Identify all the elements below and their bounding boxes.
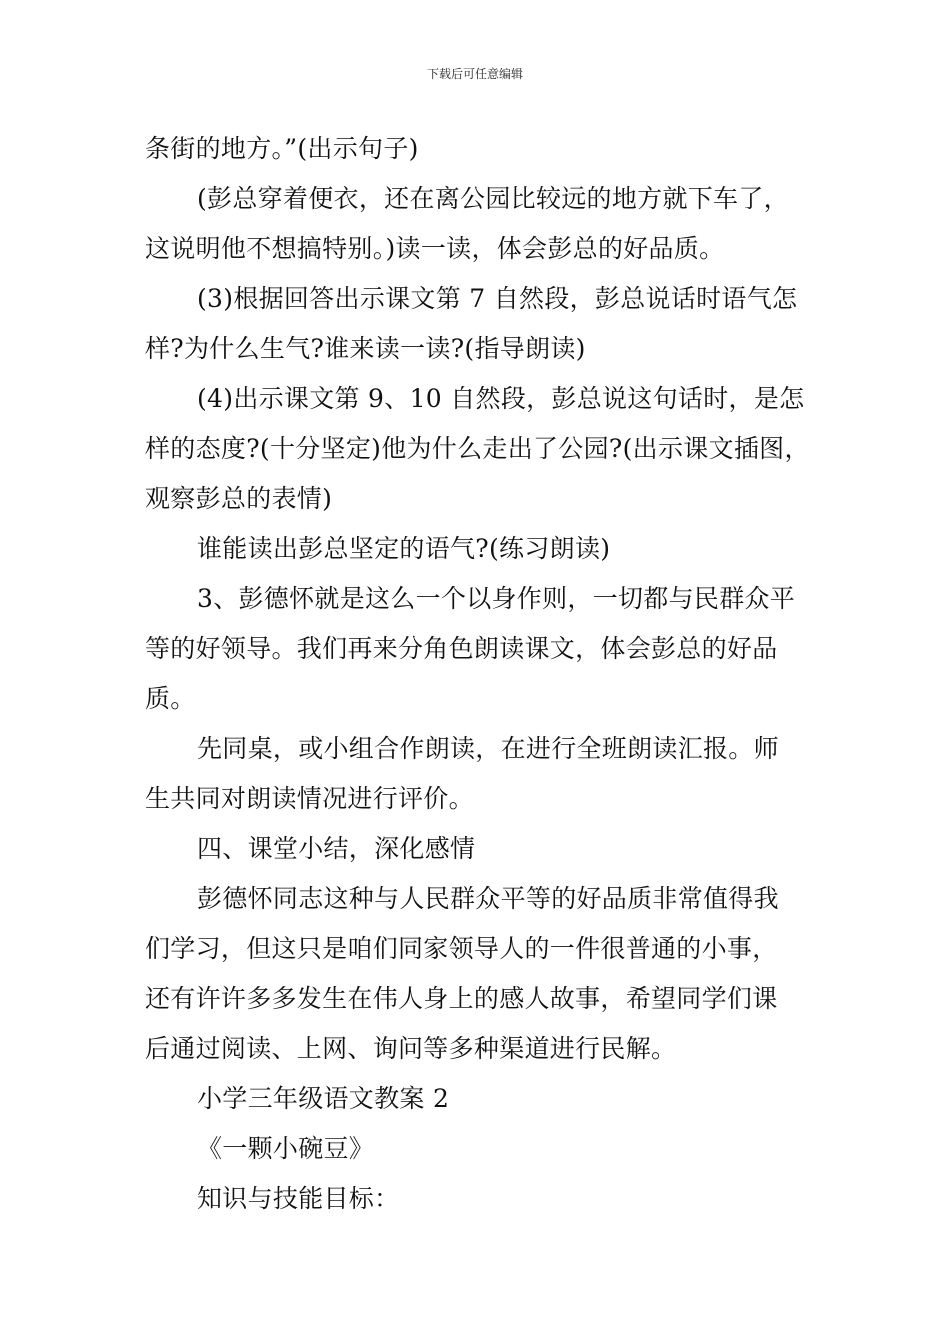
- text-line: 观察彭总的表情): [145, 484, 333, 513]
- page-header-note: 下载后可任意编辑: [426, 67, 523, 81]
- text-line: 小学三年级语文教案 2: [197, 1084, 450, 1113]
- text-line: 《一颗小碗豆》: [197, 1134, 375, 1163]
- text-line: 彭德怀同志这种与人民群众平等的好品质非常值得我: [197, 884, 779, 913]
- text-line: (4)出示课文第 9、10 自然段，彭总说这句话时，是怎: [197, 384, 805, 413]
- text-line: 谁能读出彭总坚定的语气?(练习朗读): [197, 534, 611, 563]
- text-line: 样?为什么生气?谁来读一读?(指导朗读): [145, 334, 586, 363]
- text-line: 四、课堂小结，深化感情: [197, 834, 476, 863]
- text-line: (3)根据回答出示课文第 7 自然段，彭总说话时语气怎: [197, 284, 798, 313]
- text-line: 样的态度?(十分坚定)他为什么走出了公园?(出示课文插图，: [145, 434, 810, 463]
- text-line: 质。: [145, 684, 196, 713]
- text-line: 还有许许多多发生在伟人身上的感人故事，希望同学们课: [145, 984, 778, 1013]
- text-line: 们学习，但这只是咱们同家领导人的一件很普通的小事，: [145, 934, 778, 963]
- text-line: (彭总穿着便衣，还在离公园比较远的地方就下车了，: [197, 184, 789, 213]
- text-line: 等的好领导。我们再来分角色朗读课文，体会彭总的好品: [145, 634, 778, 663]
- text-line: 条街的地方。”(出示句子): [145, 134, 419, 163]
- text-line: 生共同对朗读情况进行评价。: [145, 784, 474, 813]
- text-line: 这说明他不想搞特别。)读一读，体会彭总的好品质。: [145, 234, 725, 263]
- text-line: 后通过阅读、上网、询问等多种渠道进行民解。: [145, 1034, 677, 1063]
- text-line: 3、彭德怀就是这么一个以身作则，一切都与民群众平: [197, 584, 796, 613]
- text-line: 知识与技能目标：: [197, 1184, 400, 1213]
- document-body: [145, 124, 825, 1224]
- text-line: 先同桌，或小组合作朗读，在进行全班朗读汇报。师: [197, 734, 779, 763]
